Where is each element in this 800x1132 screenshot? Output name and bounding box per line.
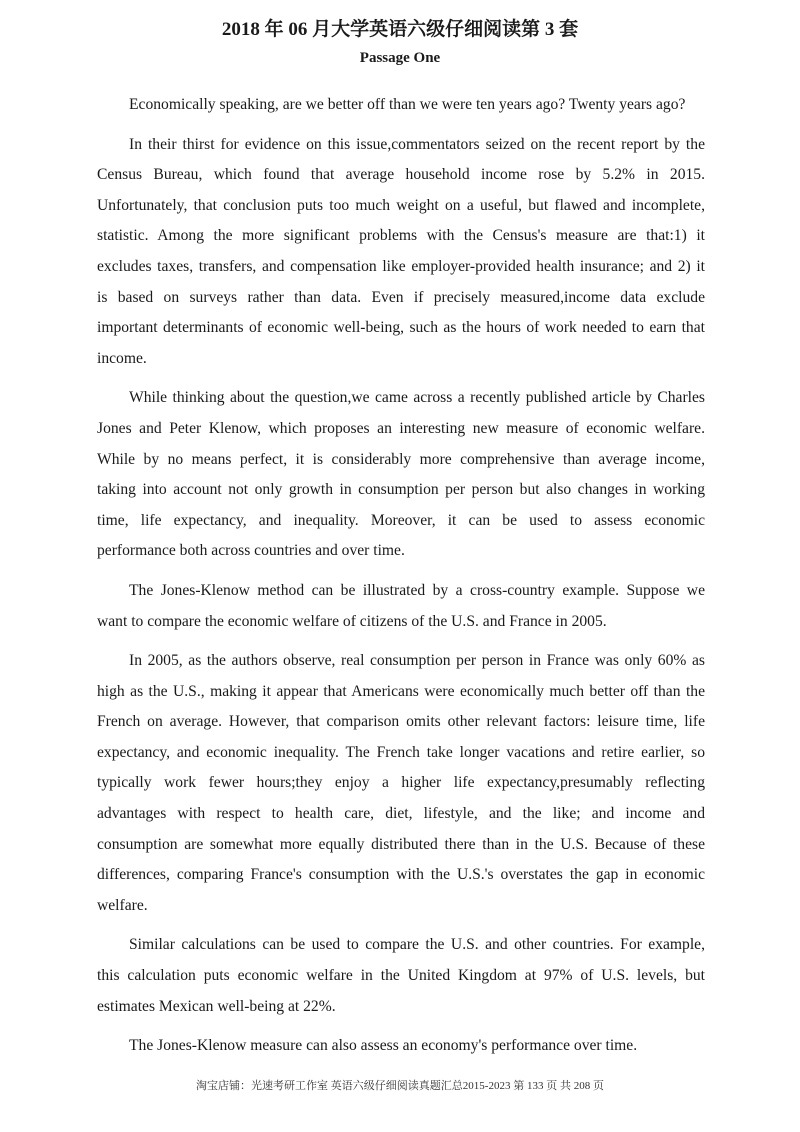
text-line: want to compare the economic welfare of citizens of the U.S. and France in 2005. — [97, 612, 607, 630]
text-line: Census Bureau, which found that average household income rose by 5.2% in 2015. — [97, 166, 705, 184]
text-line: this calculation puts economic welfare in the United Kingdom at 97% of U.S. levels, but — [97, 967, 705, 985]
text-line: important determinants of economic well-being, such as the hours of work needed to earn that — [97, 319, 705, 337]
paragraph — [97, 646, 705, 921]
text-line: typically work fewer hours;they enjoy a higher life expectancy,presumably reflecting — [97, 774, 705, 792]
text-line: In 2005, as the authors observe, real consumption per person in France was only 60% as — [129, 652, 705, 670]
text-line: estimates Mexican well-being at 22%. — [97, 997, 336, 1015]
text-line: Jones and Peter Klenow, which proposes an interesting new measure of economic welfare. — [97, 419, 705, 437]
passage-heading: Passage One — [359, 50, 441, 66]
text-line: welfare. — [97, 896, 148, 914]
text-line: differences, comparing France's consumption with the U.S.'s overstates the gap in economic — [97, 866, 705, 884]
text-line: While by no means perfect, it is considerably more comprehensive than average income, — [97, 450, 705, 468]
text-line: time, life expectancy, and inequality. Moreover, it can be used to assess economic — [97, 511, 705, 529]
text-line: income. — [97, 349, 147, 367]
text-line: Economically speaking, are we better off than we were ten years ago? Twenty years ago? — [129, 96, 686, 113]
page-footer: 淘宝店铺：光速考研工作室 英语六级仔细阅读真题汇总2015-2023 第 133 页 共 208 页 — [196, 1080, 604, 1092]
text-line: French on average. However, that comparison omits other relevant factors: leisure time, life — [97, 713, 705, 731]
text-line: The Jones-Klenow method can be illustrated by a cross-country example. Suppose we — [129, 581, 705, 599]
paragraph — [97, 930, 705, 1022]
text-line: The Jones-Klenow measure can also assess an economy's performance over time. — [129, 1037, 638, 1055]
text-line: performance both across countries and over time. — [97, 542, 405, 560]
text-line: expectancy, and economic inequality. The French take longer vacations and retire earlier, so — [97, 743, 705, 761]
text-line: is based on surveys rather than data. Even if precisely measured,income data exclude — [97, 288, 705, 306]
paragraph — [97, 1031, 705, 1062]
text-line: Similar calculations can be used to compare the U.S. and other countries. For example, — [129, 936, 705, 954]
passage-body — [97, 90, 705, 1071]
page-title: 2018 年 06 月大学英语六级仔细阅读第 3 套 — [221, 19, 579, 40]
text-line: consumption are somewhat more equally distributed there than in the U.S. Because of these — [97, 835, 705, 853]
text-line: statistic. Among the more significant problems with the Census's measure are that:1) it — [97, 227, 705, 245]
paragraph — [97, 383, 705, 567]
paragraph — [97, 130, 705, 375]
paragraph — [97, 576, 705, 637]
text-line: taking into account not only growth in consumption per person but also changes in working — [97, 481, 705, 499]
text-line: high as the U.S., making it appear that Americans were economically much better off than the — [97, 682, 705, 700]
text-line: excludes taxes, transfers, and compensation like employer-provided health insurance; and 2) it — [97, 257, 705, 275]
text-line: advantages with respect to health care, diet, lifestyle, and the like; and income and — [97, 805, 705, 823]
text-line: Unfortunately, that conclusion puts too much weight on a useful, but flawed and incomplete, — [97, 196, 705, 214]
text-line: While thinking about the question,we came across a recently published article by Charles — [129, 389, 705, 407]
text-line: In their thirst for evidence on this issue,commentators seized on the recent report by the — [129, 135, 705, 153]
paragraph — [97, 90, 705, 121]
